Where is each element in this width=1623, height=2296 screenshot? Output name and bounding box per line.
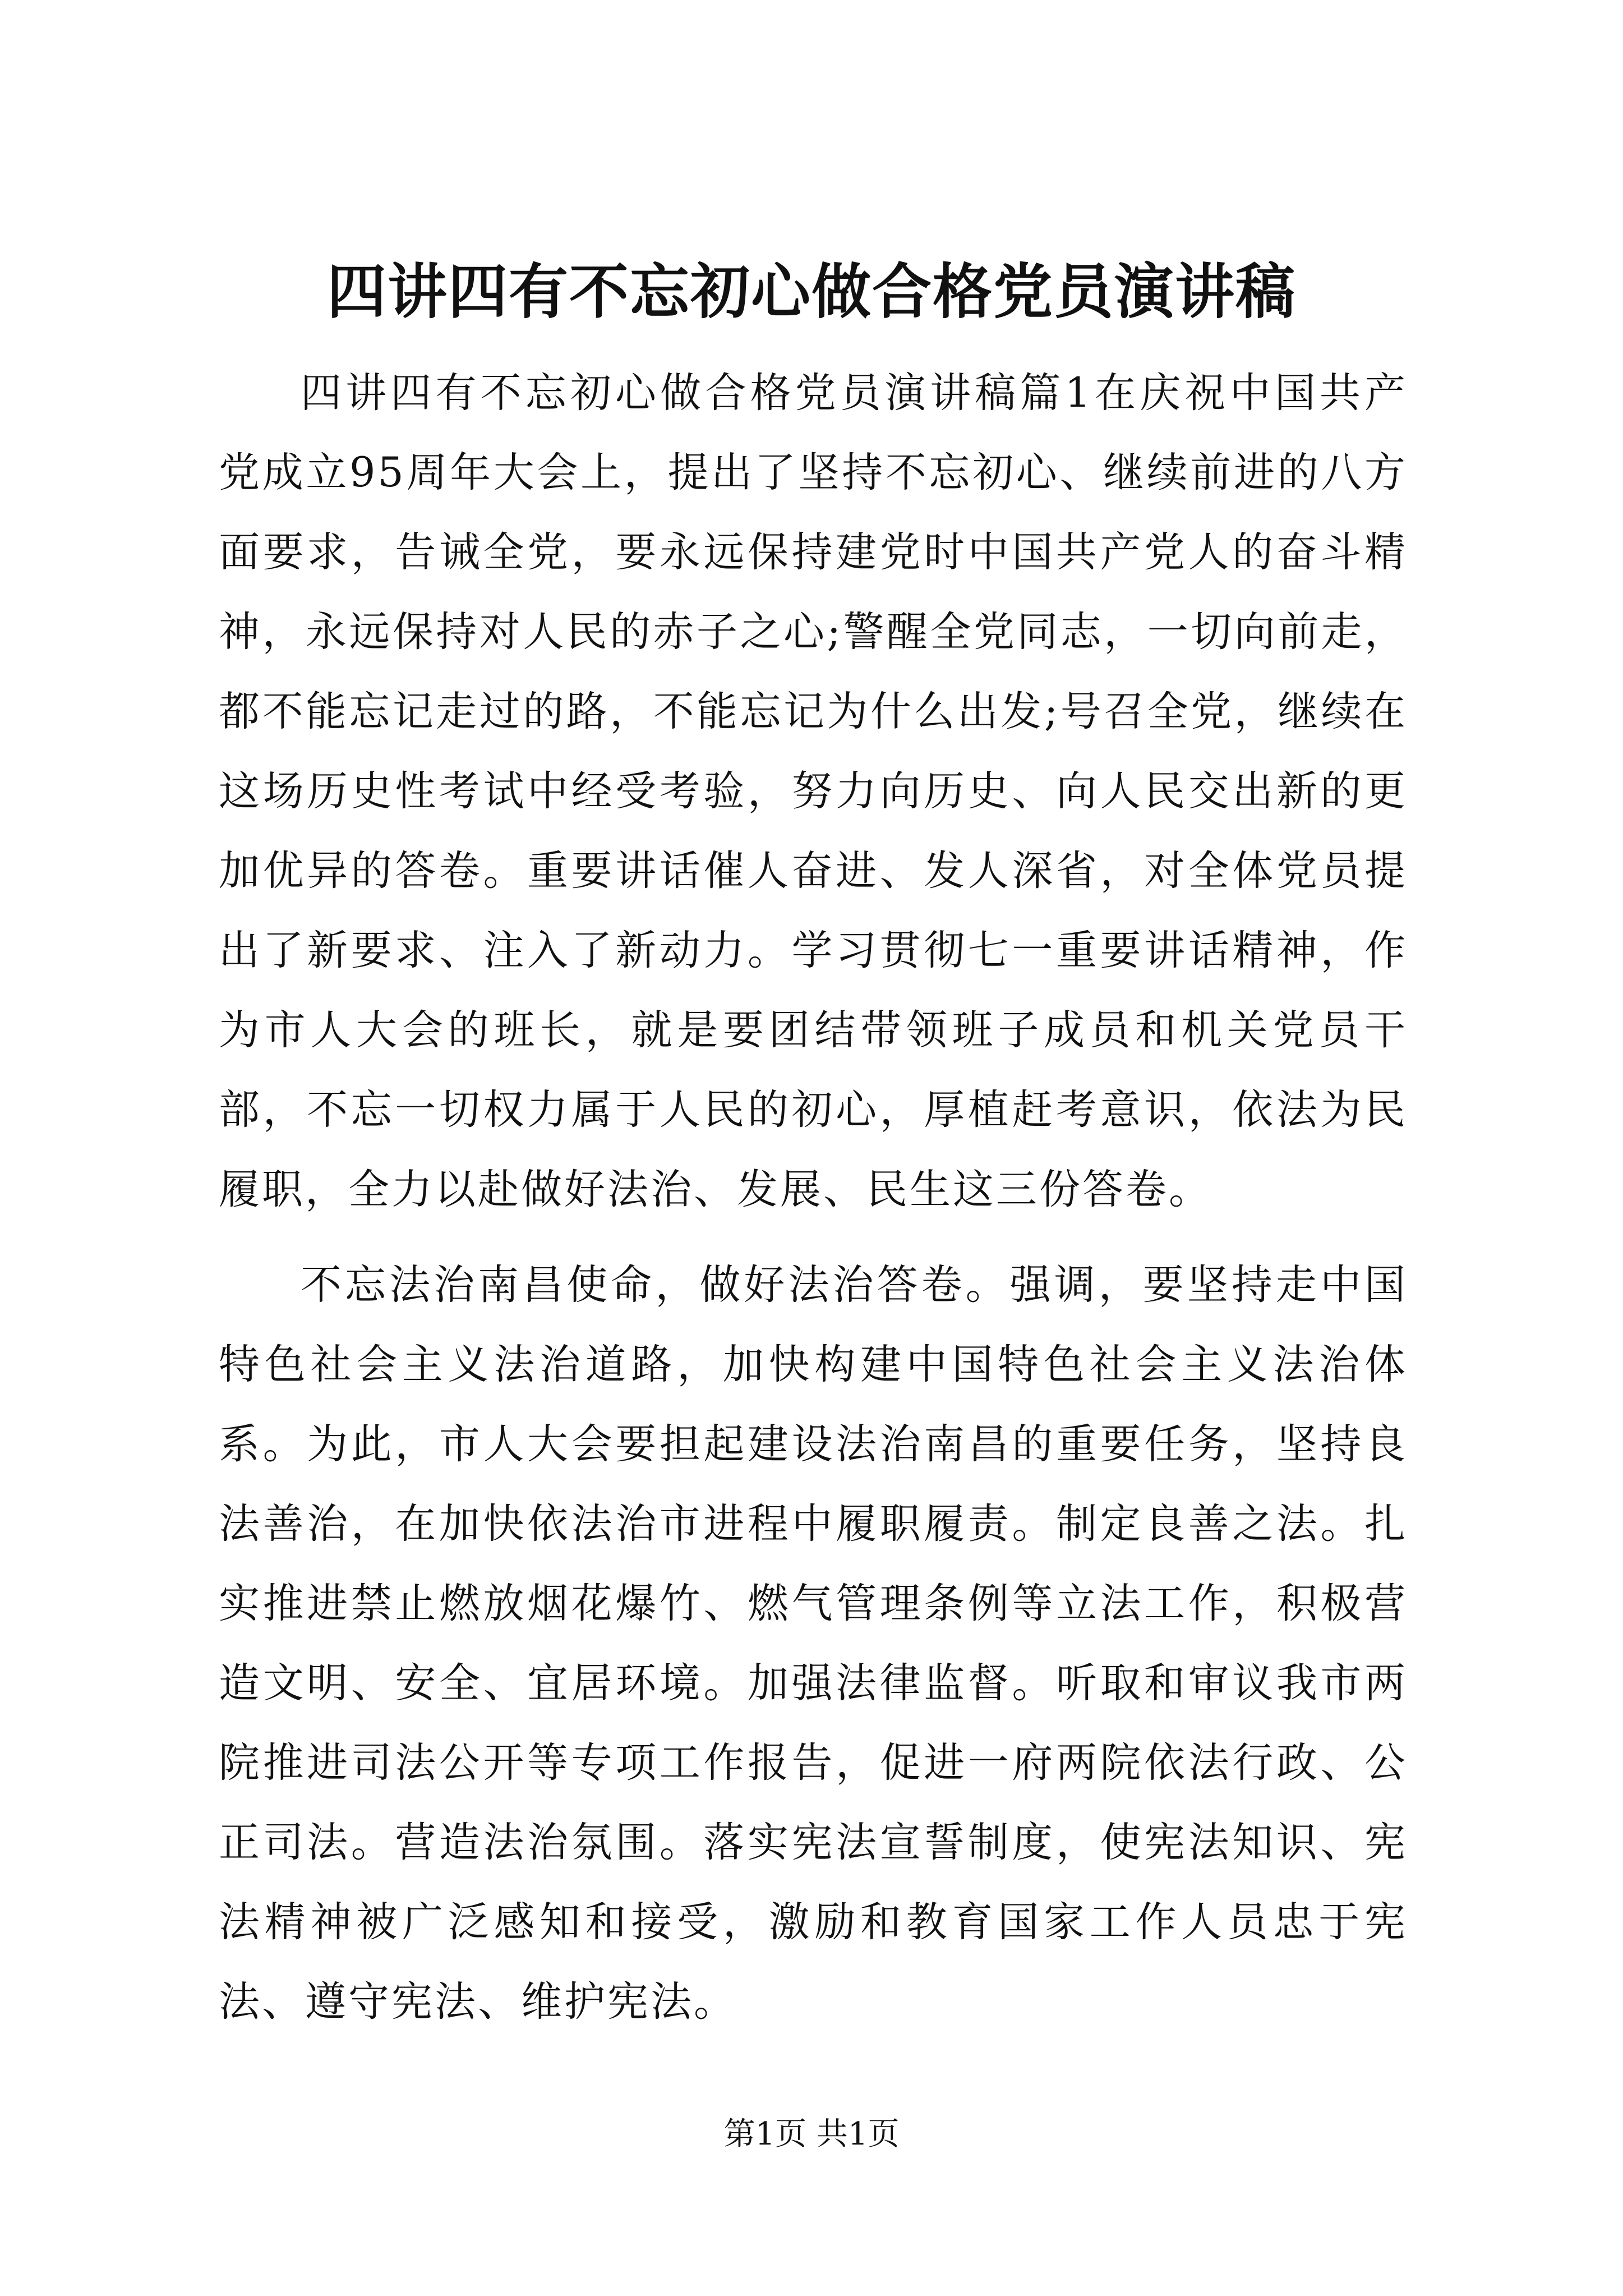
- document-body: [219, 353, 1408, 2042]
- document-title: 四讲四有不忘初心做合格党员演讲稿: [327, 256, 1296, 326]
- page-footer: 第1页 共1页: [723, 2116, 900, 2152]
- paragraph-1: 四讲四有不忘初心做合格党员演讲稿篇1在庆祝中国共产党成立95周年大会上，提出了坚持不忘初心、继续前进的八方面要求，告诫全党，要永远保持建党时中国共产党人的奋斗精神，永远保持对人民的赤子之心;警醒全党同志，一切向前走，都不能忘记走过的路，不能忘记为什么出发;号召全党，继续在这场历史性考试中经受考验，努力向历史、向人民交出新的更加优异的答卷。重要讲话催人奋进、发人深省，对全体党员提出了新要求、注入了新动力。学习贯彻七一重要讲话精神，作为市人大会的班长，就是要团结带领班子成员和机关党员干部，不忘一切权力属于人民的初心，厚植赶考意识，依法为民履职，全力以赴做好法治、发展、民生这三份答卷。: [219, 369, 1408, 1213]
- paragraph-2: 不忘法治南昌使命，做好法治答卷。强调，要坚持走中国特色社会主义法治道路，加快构建中国特色社会主义法治体系。为此，市人大会要担起建设法治南昌的重要任务，坚持良法善治，在加快依法治市进程中履职履责。制定良善之法。扎实推进禁止燃放烟花爆竹、燃气管理条例等立法工作，积极营造文明、安全、宜居环境。加强法律监督。听取和审议我市两院推进司法公开等专项工作报告，促进一府两院依法行政、公正司法。营造法治氛围。落实宪法宣誓制度，使宪法知识、宪法精神被广泛感知和接受，激励和教育国家工作人员忠于宪法、遵守宪法、维护宪法。: [219, 1261, 1408, 2026]
